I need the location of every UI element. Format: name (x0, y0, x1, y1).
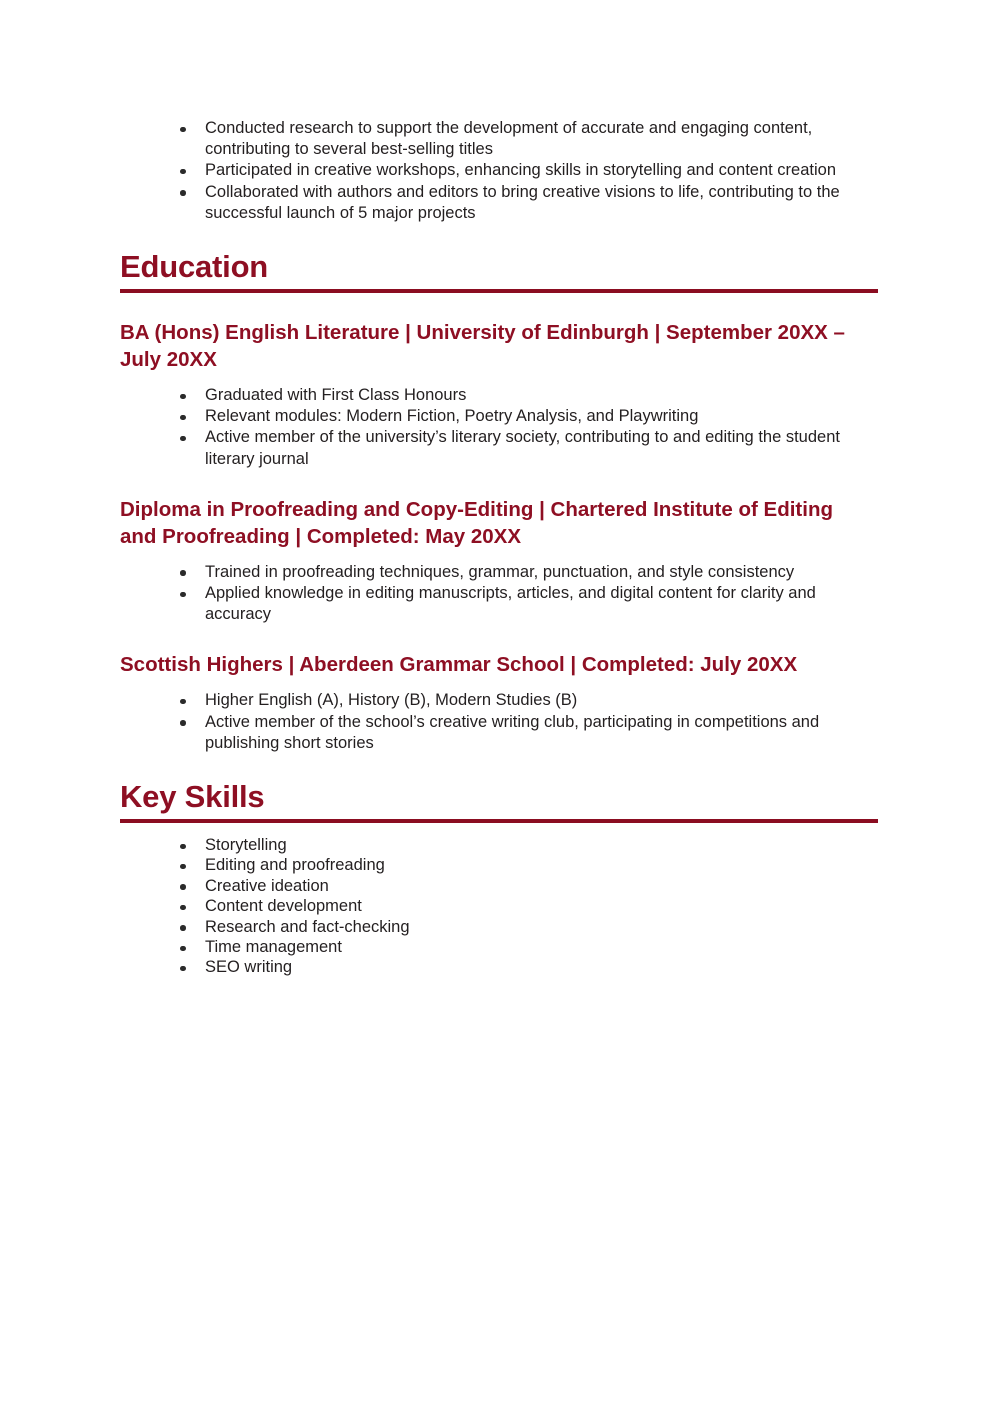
list-item: Editing and proofreading (120, 855, 880, 875)
section-education (120, 250, 880, 754)
education-entry-ba (120, 319, 880, 470)
entry-title: BA (Hons) English Literature | University of Edinburgh | September 20XX – July 20XX (120, 321, 845, 372)
education-entry-diploma (120, 496, 880, 626)
list-item: Graduated with First Class Honours (120, 385, 880, 406)
list-item: Participated in creative workshops, enhancing skills in storytelling and content creation (120, 160, 880, 181)
list-item: Trained in proofreading techniques, grammar, punctuation, and style consistency (120, 562, 880, 583)
list-item: Active member of the university’s literary society, contributing to and editing the student literary journal (120, 427, 880, 469)
education-entry-highers (120, 651, 880, 754)
section-key-skills (120, 780, 880, 978)
list-item: Applied knowledge in editing manuscripts, articles, and digital content for clarity and accuracy (120, 583, 880, 625)
entry-title: Diploma in Proofreading and Copy-Editing | Chartered Institute of Editing and Proofreading | Completed: May 20XX (120, 497, 833, 548)
list-item: Research and fact-checking (120, 917, 880, 937)
list-item: Active member of the school’s creative writing club, participating in competitions and publishing short stories (120, 712, 880, 754)
list-item: Conducted research to support the development of accurate and engaging content, contributing to several best-selling titles (120, 118, 880, 160)
list-item: SEO writing (120, 957, 880, 977)
list-item: Content development (120, 896, 880, 916)
list-item: Relevant modules: Modern Fiction, Poetry Analysis, and Playwriting (120, 406, 880, 427)
list-item: Time management (120, 937, 880, 957)
entry-title: Scottish Highers | Aberdeen Grammar School | Completed: July 20XX (120, 653, 798, 677)
list-item: Higher English (A), History (B), Modern Studies (B) (120, 690, 880, 711)
section-divider (120, 289, 878, 293)
section-heading-key-skills: Key Skills (120, 779, 265, 815)
skills-list (120, 835, 880, 978)
section-heading-education: Education (120, 249, 269, 285)
entry-bullets (120, 690, 880, 754)
entry-bullets (120, 562, 880, 626)
list-item: Collaborated with authors and editors to bring creative visions to life, contributing to the successful launch of 5 major projects (120, 182, 880, 224)
spacer (120, 823, 880, 835)
list-item: Storytelling (120, 835, 880, 855)
experience-continuation-bullets (120, 118, 880, 224)
list-item: Creative ideation (120, 876, 880, 896)
entry-bullets (120, 385, 880, 470)
